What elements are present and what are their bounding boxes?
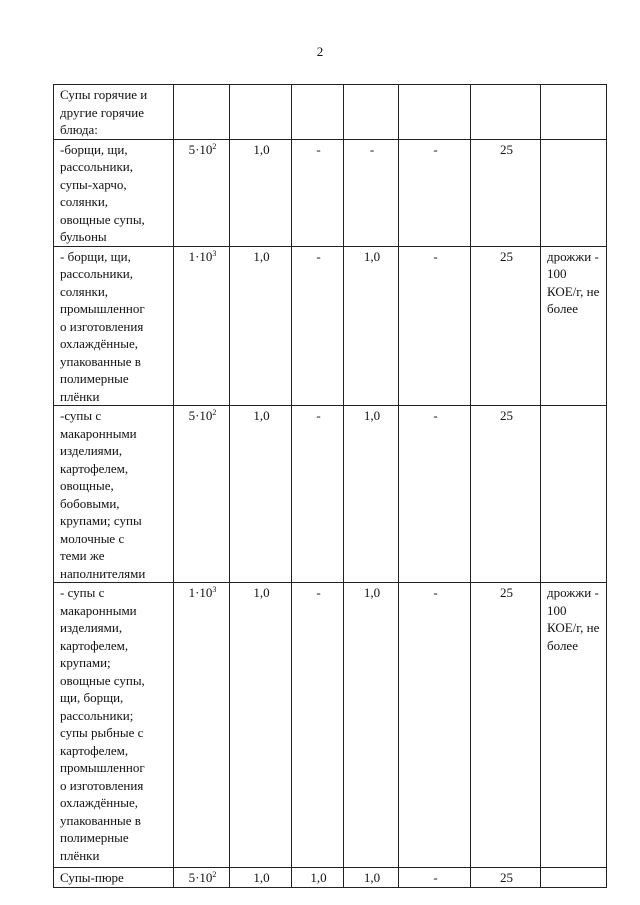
product-name-cell: - супы с макаронными изделиями, картофелем, крупами; овощные супы, щи, борщи, рассольники; супы рыбные с картофелем, промышленног о изготовления охлаждённые, упакованные в полимерные плёнки [54,583,174,868]
value-cell-c3: - [292,583,344,868]
table-row [54,868,607,888]
kmafanm-exponent: 3 [212,248,217,258]
kmafanm-value: 5·10 [188,408,213,423]
value-cell-c3 [292,85,344,140]
value-cell-c6: 25 [471,583,541,868]
value-cell-c4: 1,0 [344,406,399,583]
value-cell-c3: 1,0 [292,868,344,888]
value-cell-c2 [230,85,292,140]
kmafanm-exponent: 2 [212,408,217,417]
value-cell-c6: 25 [471,406,541,583]
page-number: 2 [316,44,324,59]
table-row [54,583,607,868]
value-cell-c5 [399,85,471,140]
table-row [54,139,607,246]
table-row [54,85,607,140]
product-name-cell: -супы с макаронными изделиями, картофелем, овощные, бобовыми, крупами; супы молочные с теми же наполнителями [54,406,174,583]
value-cell-c5: - [399,406,471,583]
kmafanm-cell [174,139,230,246]
kmafanm-value: 5·10 [188,141,213,157]
kmafanm-cell [174,583,230,868]
kmafanm-value: 1·10 [188,585,213,600]
value-cell-c2: 1,0 [230,583,292,868]
value-cell-c5: - [399,868,471,888]
table-row [54,246,607,406]
table-row [54,406,607,583]
note-cell [541,85,607,140]
note-cell [541,406,607,583]
value-cell-c4: 1,0 [344,583,399,868]
value-cell-c6: 25 [471,246,541,406]
value-cell-c5: - [399,246,471,406]
kmafanm-exponent: 2 [212,141,217,151]
kmafanm-value: 1·10 [188,248,213,264]
kmafanm-exponent: 2 [212,870,217,879]
value-cell-c6: 25 [471,139,541,246]
kmafanm-cell [174,406,230,583]
value-cell-c2: 1,0 [230,139,292,246]
value-cell-c2: 1,0 [230,406,292,583]
value-cell-c4 [344,85,399,140]
value-cell-c3: - [292,139,344,246]
kmafanm-cell [174,246,230,406]
value-cell-c5: - [399,583,471,868]
product-name-cell: - борщи, щи, рассольники, солянки, промышленног о изготовления охлаждённые, упакованные в полимерные плёнки [54,246,174,406]
value-cell-c6 [471,85,541,140]
kmafanm-value: 5·10 [188,870,213,885]
value-cell-c5: - [399,139,471,246]
microbiology-spec-table [53,84,607,888]
kmafanm-exponent: 3 [212,585,217,594]
note-cell [541,139,607,246]
value-cell-c3: - [292,246,344,406]
value-cell-c6: 25 [471,868,541,888]
kmafanm-cell [174,85,230,140]
note-cell: дрожжи - 100 КОЕ/г, не более [541,246,607,406]
kmafanm-cell [174,868,230,888]
value-cell-c4: 1,0 [344,868,399,888]
product-name-cell: Супы горячие и другие горячие блюда: [54,85,174,140]
note-cell: дрожжи - 100 КОЕ/г, не более [541,583,607,868]
value-cell-c2: 1,0 [230,246,292,406]
value-cell-c4: 1,0 [344,246,399,406]
product-name-cell: Супы-пюре [54,868,174,888]
value-cell-c4: - [344,139,399,246]
value-cell-c2: 1,0 [230,868,292,888]
value-cell-c3: - [292,406,344,583]
product-name-cell: -борщи, щи, рассольники, супы-харчо, солянки, овощные супы, бульоны [54,139,174,246]
note-cell [541,868,607,888]
